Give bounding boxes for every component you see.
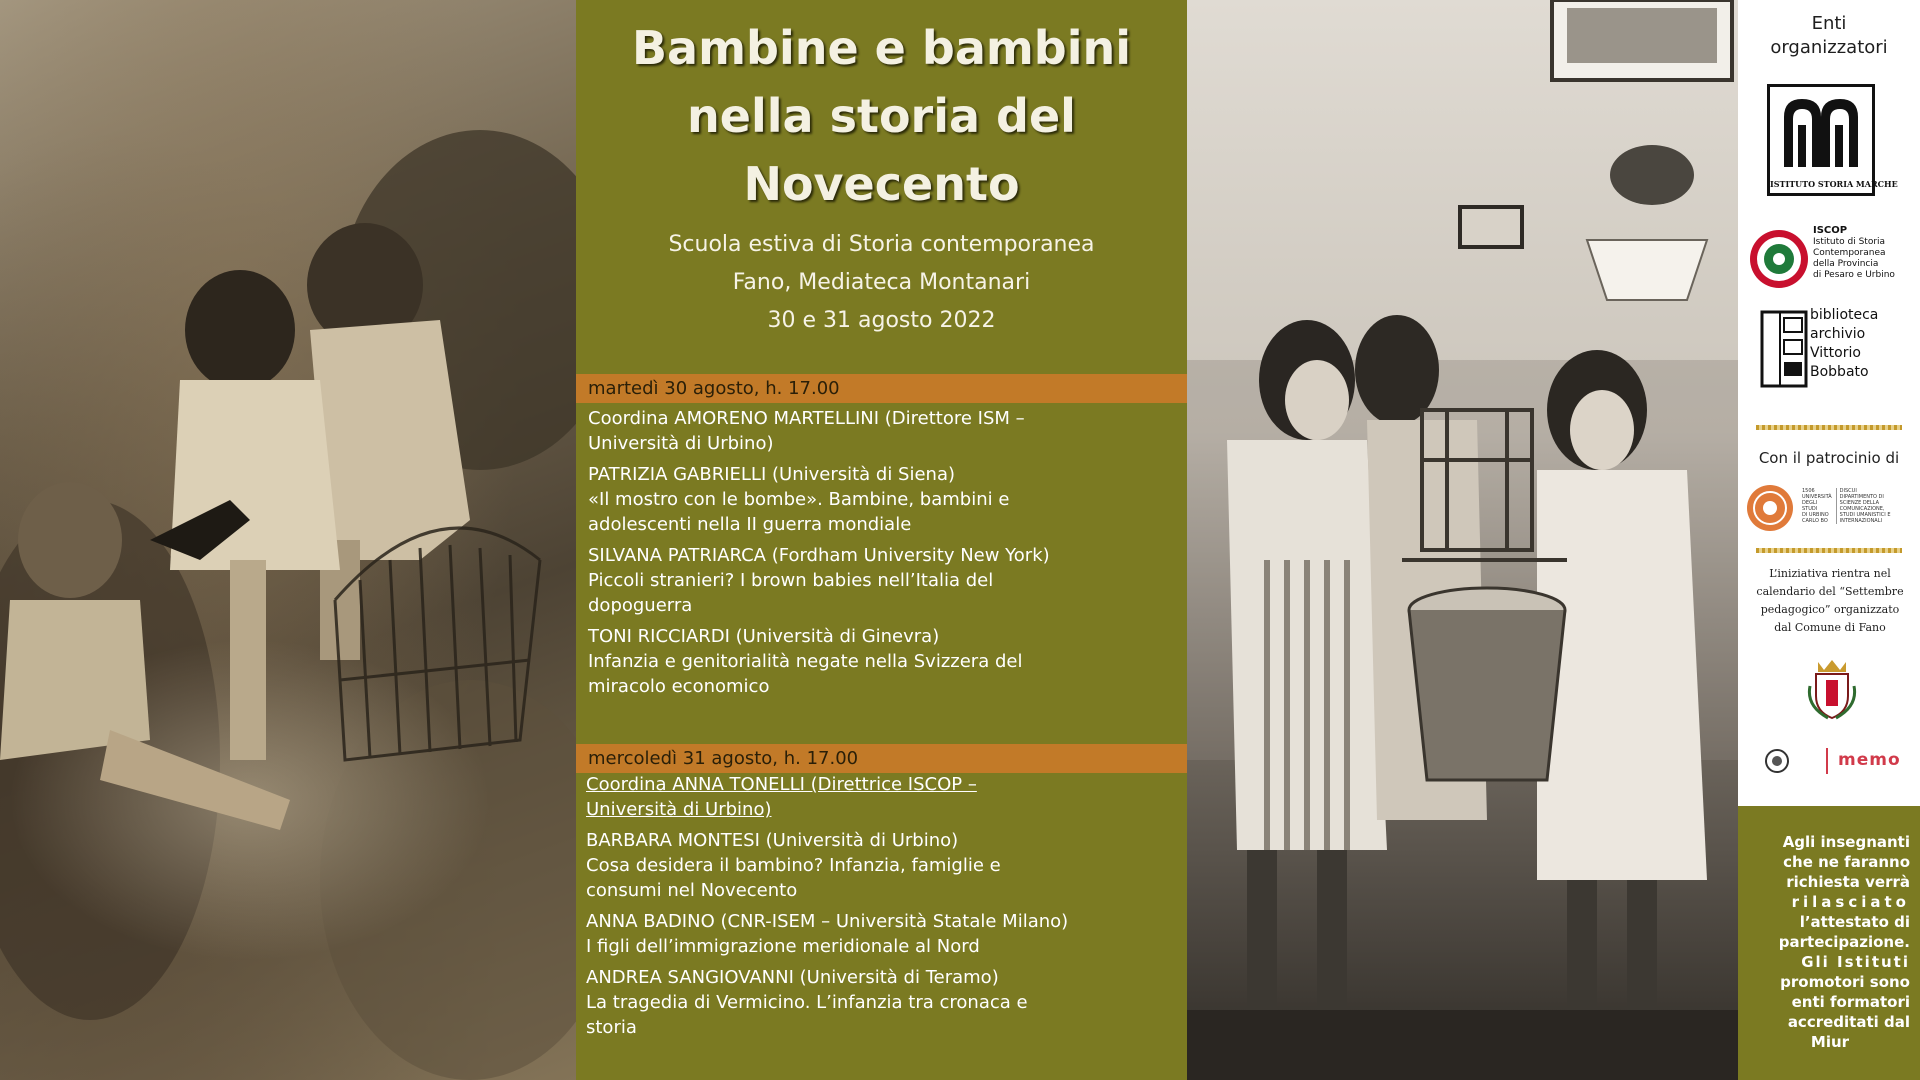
program-panel (576, 0, 1187, 1080)
dept-line: STUDI UMANISTICI E (1839, 512, 1891, 518)
heading-line: Enti (1811, 13, 1847, 34)
entry-line: Cosa desidera il bambino? Infanzia, famiglie e (586, 855, 1001, 876)
teacher-line: Agli insegnanti (1782, 833, 1910, 851)
ism-arches-icon (1770, 87, 1872, 177)
title-line: Novecento (743, 157, 1020, 211)
photo-children-with-birdcage (0, 0, 576, 1080)
entry-line: dopoguerra (588, 595, 693, 616)
teacher-line: Miur (1810, 1033, 1850, 1051)
dept-line: DISCUI (1839, 488, 1857, 494)
biblioteca-books-icon (1760, 310, 1808, 388)
heading-line: organizzatori (1770, 37, 1888, 58)
day1-session-list (588, 406, 1186, 705)
biblioteca-label (1810, 306, 1916, 382)
entry-line: adolescenti nella II guerra mondiale (588, 514, 912, 535)
memo-logo: memo (1838, 750, 1901, 770)
entry-line: storia (586, 1017, 637, 1038)
teacher-line: promotori sono (1780, 973, 1910, 991)
ism-caption: ISTITUTO STORIA MARCHE (1770, 179, 1898, 189)
subtitle-line: Fano, Mediateca Montanari (732, 270, 1031, 295)
decorative-divider (1756, 425, 1902, 430)
teacher-line: che ne faranno (1783, 853, 1910, 871)
bw-photo-illustration (1187, 0, 1738, 1080)
entry-line: BARBARA MONTESI (Università di Urbino) (586, 830, 959, 851)
teacher-certificate-box (1738, 806, 1920, 1080)
logo-separator (1826, 748, 1828, 774)
uni-year: 1506 (1802, 488, 1815, 494)
entry-line: La tragedia di Vermicino. L’infanzia tra cronaca e (586, 992, 1028, 1013)
university-seal-icon (1746, 484, 1794, 532)
list-item (586, 828, 1184, 903)
dept-line: SCIENZE DELLA COMUNICAZIONE, (1839, 500, 1885, 512)
iniziativa-line: calendario del “Settembre (1756, 585, 1904, 598)
university-logo-text (1802, 488, 1918, 524)
teacher-line: l’attestato di (1799, 913, 1910, 931)
entry-line: Università di Urbino) (588, 433, 774, 454)
entry-line: PATRIZIA GABRIELLI (Università di Siena) (588, 464, 956, 485)
dept-line: INTERNAZIONALI (1839, 518, 1882, 524)
iniziativa-line: L’iniziativa rientra nel (1769, 567, 1891, 580)
teacher-line: Gli Istituti (1801, 953, 1910, 971)
day2-session-list (586, 772, 1184, 1046)
entry-line: ANDREA SANGIOVANNI (Università di Teramo) (586, 967, 999, 988)
teacher-line: rilasciato (1791, 893, 1910, 911)
entry-line: Università di Urbino) (586, 799, 772, 820)
teacher-line: richiesta verrà (1786, 873, 1910, 891)
iscop-label (1813, 225, 1919, 281)
list-item (588, 543, 1186, 618)
teacher-line: accreditati dal (1787, 1013, 1910, 1031)
entry-line: «Il mostro con le bombe». Bambine, bambini e (588, 489, 1010, 510)
teacher-certificate-note (1750, 832, 1910, 1052)
teacher-line: partecipazione. (1778, 933, 1910, 951)
biblioteca-line: archivio (1810, 326, 1866, 342)
iniziativa-line: pedagogico” organizzato (1760, 603, 1900, 616)
iscop-line: Contemporanea (1813, 248, 1886, 258)
decorative-divider (1756, 548, 1902, 553)
iscop-name: ISCOP (1813, 225, 1848, 236)
entry-line: consumi nel Novecento (586, 880, 798, 901)
organizers-heading (1738, 12, 1920, 60)
iniziativa-line: dal Comune di Fano (1774, 621, 1886, 634)
subtitle-line: Scuola estiva di Storia contemporanea (668, 232, 1095, 257)
list-item (588, 624, 1186, 699)
uni-line: CARLO BO (1802, 518, 1828, 524)
comune-fano-crest-icon (1806, 656, 1858, 720)
teacher-line: enti formatori (1791, 993, 1910, 1011)
entry-line: SILVANA PATRIARCA (Fordham University New York) (588, 545, 1050, 566)
day-header-31-agosto: mercoledì 31 agosto, h. 17.00 (576, 744, 1187, 773)
uni-line: DEGLI STUDI (1802, 500, 1818, 512)
list-item (586, 965, 1184, 1040)
iniziativa-note (1742, 565, 1918, 637)
sepia-photo-illustration (0, 0, 576, 1080)
day-header-30-agosto: martedì 30 agosto, h. 17.00 (576, 374, 1187, 403)
biblioteca-line: Vittorio (1810, 345, 1861, 361)
entry-line: Piccoli stranieri? I brown babies nell’Italia del (588, 570, 994, 591)
subtitle-line: 30 e 31 agosto 2022 (767, 308, 996, 333)
iscop-line: di Pesaro e Urbino (1813, 270, 1895, 280)
entry-line: TONI RICCIARDI (Università di Ginevra) (588, 626, 940, 647)
uni-line: UNIVERSITÀ (1802, 494, 1832, 500)
entry-line: Infanzia e genitorialità negate nella Svizzera del (588, 651, 1023, 672)
list-item (588, 406, 1186, 456)
poster-title (576, 14, 1187, 218)
biblioteca-line: biblioteca (1810, 307, 1879, 323)
small-seal-icon (1764, 748, 1790, 774)
title-line: Bambine e bambini (631, 21, 1131, 75)
photo-girls-at-silk-reel (1187, 0, 1738, 1080)
istituto-storia-marche-logo (1767, 84, 1898, 196)
iscop-line: della Provincia (1813, 259, 1879, 269)
title-line: nella storia del (687, 89, 1076, 143)
biblioteca-line: Bobbato (1810, 364, 1869, 380)
list-item (588, 462, 1186, 537)
entry-line: miracolo economico (588, 676, 770, 697)
entry-line: Coordina ANNA TONELLI (Direttrice ISCOP – (586, 774, 977, 795)
dept-line: DIPARTIMENTO DI (1839, 494, 1884, 500)
entry-line: ANNA BADINO (CNR-ISEM – Università Statale Milano) (586, 911, 1069, 932)
iscop-line: Istituto di Storia (1813, 237, 1886, 247)
entry-line: I figli dell’immigrazione meridionale al Nord (586, 936, 980, 957)
list-item (586, 772, 1184, 822)
iscop-rosette-icon (1748, 228, 1810, 290)
poster-subtitle (576, 226, 1187, 340)
patrocinio-label: Con il patrocinio di (1758, 449, 1900, 467)
entry-line: Coordina AMORENO MARTELLINI (Direttore ISM – (588, 408, 1025, 429)
uni-line: DI URBINO (1802, 512, 1829, 518)
list-item (586, 909, 1184, 959)
